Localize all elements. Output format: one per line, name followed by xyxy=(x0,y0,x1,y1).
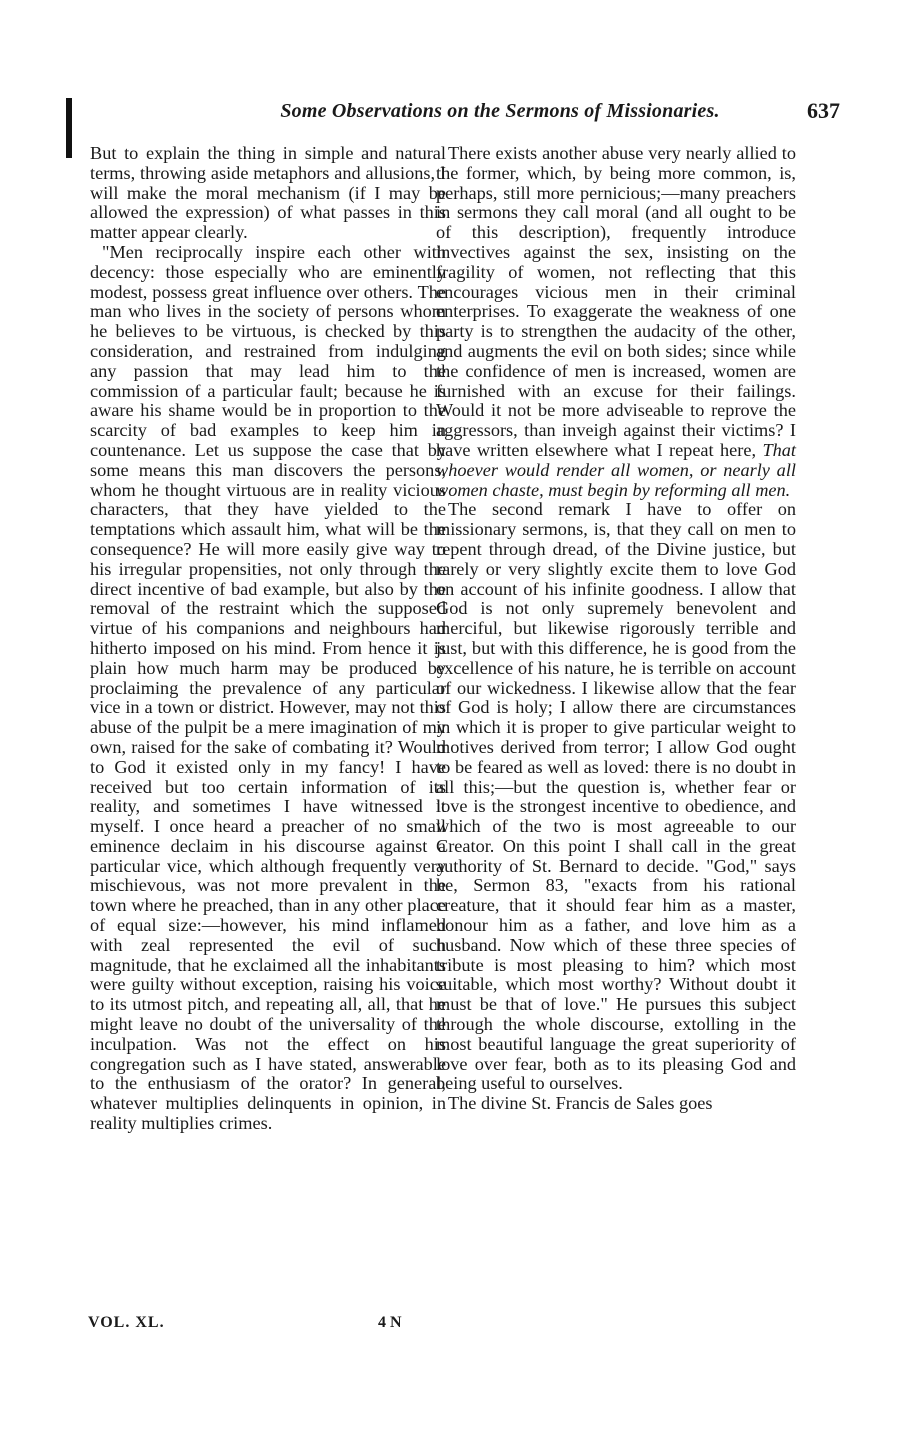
volume-mark: VOL. XL. xyxy=(88,1314,165,1331)
paragraph-text: There exists another abuse very nearly allied to the former, which, by being more common, is, perhaps, still more pernicious;—many preachers in sermons they call moral (and all ought to be of this description), frequently introduce invectives against the sex, insisting on the fragility of women, not reflecting that this encourages vicious men in their criminal enterprises. To exaggerate the weakness of one party is to strengthen the audacity of the other, and augments the evil on both sides; since while the confidence of men is increased, women are furnished with an excuse for their failings. Would it not be more adviseable to reprove the aggressors, than inveigh against their victims? I have written elsewhere what I repeat here, xyxy=(436,143,796,460)
page-header xyxy=(140,98,840,132)
signature-mark: 4 N xyxy=(378,1314,402,1331)
paragraph xyxy=(436,144,796,500)
left-column xyxy=(90,144,446,1134)
page-footer xyxy=(88,1314,428,1336)
italic-quote: That whoever would render all women, or nearly all women chaste, must begin by reforming all men. xyxy=(436,439,796,500)
running-title: Some Observations on the Sermons of Missionaries. xyxy=(280,100,720,122)
right-column xyxy=(436,144,796,1114)
page-number: 637 xyxy=(807,98,840,123)
paragraph: But to explain the thing in simple and natural terms, throwing aside metaphors and allusions, I will make the moral mechanism (if I may be allowed the expression) of what passes in this matter appear clearly. xyxy=(90,143,446,243)
margin-rule xyxy=(66,98,72,158)
paragraph: The second remark I have to offer on missionary sermons, is, that they call on men to repent through dread, of the Divine justice, but rarely or very slightly excite them to love God on account of his infinite goodness. I allow that God is not only supremely benevolent and merciful, but likewise rigorously terrible and just, but with this difference, he is good from the excellence of his nature, he is terrible on account of our wickedness. I likewise allow that the fear of God is holy; I allow there are circumstances in which it is proper to give particular weight to motives derived from terror; I allow God ought to be feared as well as loved: there is no doubt in all this;—but the question is, whether fear or love is the strongest incentive to obedience, and which of the two is most agreeable to our Creator. On this point I shall call in the great authority of St. Bernard to decide. "God," says he, Sermon 83, "exacts from his rational creature, that it should fear him as a master, honour him as a father, and love him as a husband. Now which of these three species of tribute is most pleasing to him? which most suitable, which most worthy? Without doubt it must be that of love." He pursues this subject through the whole discourse, extolling in the most beautiful language the great superiority of love over fear, both as to its pleasing God and being useful to ourselves. xyxy=(436,499,796,1094)
paragraph: The divine St. Francis de Sales goes xyxy=(448,1093,713,1114)
paragraph: "Men reciprocally inspire each other with decency: those especially who are eminently modest, possess great influence over others. The man who lives in the society of persons whom he believes to be virtuous, is checked by this consideration, and restrained from indulging any passion that may lead him to the commission of a particular fault; because he is aware his shame would be in proportion to the scarcity of bad examples to keep him in countenance. Let us suppose the case that by some means this man discovers the persons, whom he thought virtuous are in reality vicious characters, that they have yielded to the temptations which assault him, what will be the consequence? He will more easily give way to his irregular propensities, not only through the direct incentive of bad example, but also by the removal of the restraint which the supposed virtue of his companions and neighbours had hitherto imposed on his mind. From hence it is plain how much harm may be produced by proclaiming the prevalence of any particular vice in a town or district. However, may not this abuse of the pulpit be a mere imagination of my own, raised for the sake of combating it? Would to God it existed only in my fancy! I have received but too certain information of its reality, and sometimes I have witnessed it myself. I once heard a preacher of no small eminence declaim in his discourse against a particular vice, which although frequently very mischievous, was not more prevalent in the town where he preached, than in any other place of equal size:—however, his mind inflamed with zeal represented the evil of such magnitude, that he exclaimed all the inhabitants were guilty without exception, raising his voice to its utmost pitch, and repeating all, all, that he might leave no doubt of the universality of the inculpation. Was not the effect on his congregation such as I have stated, answerable to the enthusiasm of the orator? In general, whatever multiplies delinquents in opinion, in reality multiplies crimes. xyxy=(90,241,446,1134)
